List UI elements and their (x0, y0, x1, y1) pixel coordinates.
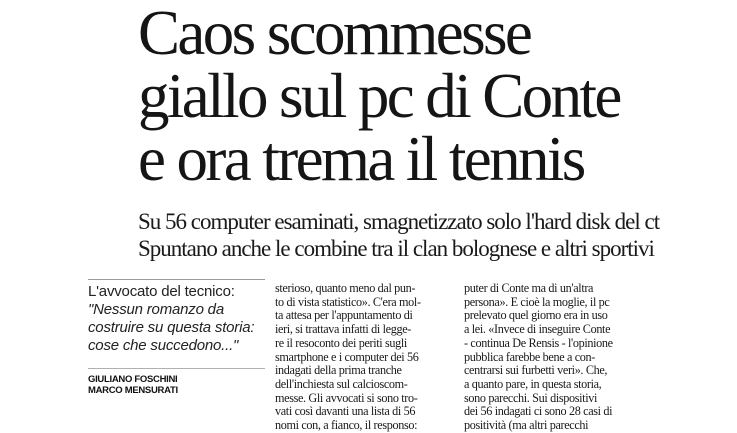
column-2-line: a lei. «Invece di inseguire Conte (464, 322, 611, 337)
column-2-line: positività (ma altri parecchi (464, 418, 589, 433)
column-2-line: a quanto pare, in questa storia, (464, 376, 602, 391)
column-1-line: indagati della prima tranche (275, 363, 402, 378)
byline-author-2: MARCO MENSURATI (88, 385, 178, 396)
column-1-line: sterioso, quanto meno dal pun- (275, 281, 416, 295)
column-1-line: ieri, si trattava infatti di legge- (275, 322, 411, 337)
pullquote (88, 283, 266, 355)
column-2-line: puter di Conte ma di un'altra (464, 281, 594, 295)
column-2-line: persona». E cioè la moglie, il pc (464, 294, 610, 309)
byline-author-1: GIULIANO FOSCHINI (88, 374, 178, 385)
subheadline (138, 208, 733, 262)
headline (138, 0, 728, 194)
headline-line-2: giallo sul pc di Conte (138, 61, 620, 131)
bylines (88, 374, 178, 396)
column-2-line: pubblica farebbe bene a con- (464, 349, 595, 364)
subheadline-line-2: Spuntano anche le combine tra il clan bolognese e altri sportivi (138, 236, 654, 261)
headline-line-3: e ora trema il tennis (138, 124, 584, 194)
pullquote-line-3: costruire su questa storia: (88, 319, 255, 336)
article-column-2 (464, 282, 654, 433)
column-1-line: messe. Gli avvocati si sono tro- (275, 390, 418, 405)
column-1-line: re il resoconto dei periti sugli (275, 335, 407, 350)
column-2-line: centrarsi sui furbetti veri». Che, (464, 363, 608, 378)
column-2-line: - continua De Rensis - l'opinione (464, 335, 613, 350)
pullquote-top-rule (88, 279, 265, 280)
column-2-line: dei 56 indagati ci sono 28 casi di (464, 404, 613, 419)
column-1-line: to di vista statistico». C'era mol- (275, 294, 421, 309)
column-1-line: smartphone e i computer dei 56 (275, 349, 419, 364)
column-1-line: ta attesa per l'appuntamento di (275, 308, 413, 323)
column-1-line: vati così davanti una lista di 56 (275, 404, 416, 419)
byline-rule (88, 368, 265, 369)
article-column-1 (275, 282, 457, 433)
subheadline-line-1: Su 56 computer esaminati, smagnetizzato solo l'hard disk del ct (138, 209, 660, 234)
pullquote-line-4: cose che succedono..." (88, 337, 239, 354)
column-2-line: sono parecchi. Sui dispositivi (464, 390, 598, 405)
pullquote-line-1: L'avvocato del tecnico: (88, 283, 235, 300)
column-2-line: prelevato quel giorno era in uso (464, 308, 608, 323)
pullquote-line-2: "Nessun romanzo da (88, 301, 224, 318)
column-1-line: nomi con, a fianco, il responso: (275, 418, 418, 433)
column-1-line: dell'inchiesta sul calcioscom- (275, 376, 408, 391)
headline-line-1: Caos scommesse (138, 0, 531, 68)
